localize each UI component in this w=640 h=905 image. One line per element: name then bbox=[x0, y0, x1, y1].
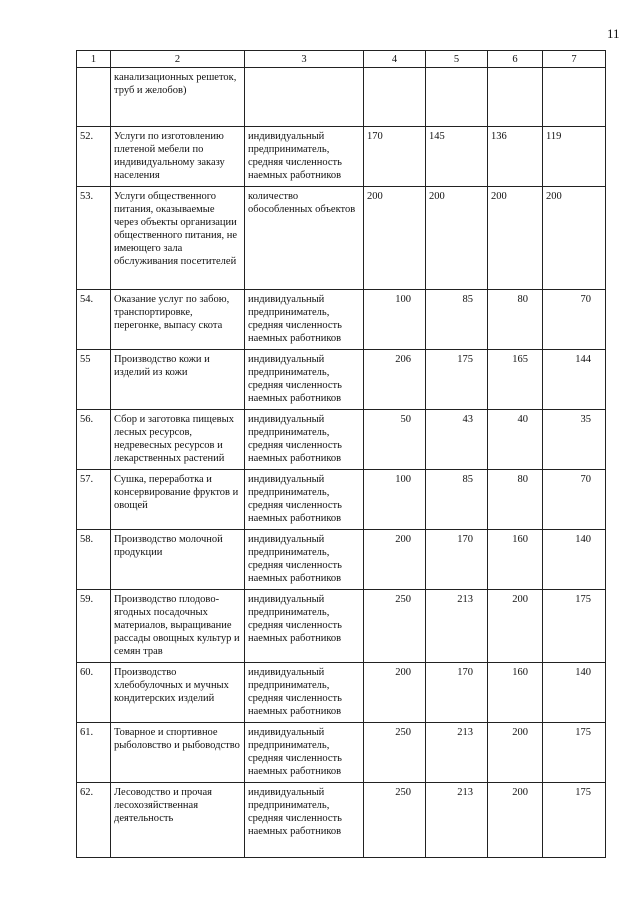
value-col4: 170 bbox=[364, 127, 426, 187]
header-cell: 2 bbox=[111, 51, 245, 68]
value-col6: 160 bbox=[488, 530, 543, 590]
value-col6: 200 bbox=[488, 723, 543, 783]
value-col4: 250 bbox=[364, 590, 426, 663]
value-col5: 213 bbox=[426, 723, 488, 783]
value-col5: 213 bbox=[426, 783, 488, 858]
value-col4: 250 bbox=[364, 723, 426, 783]
header-cell: 6 bbox=[488, 51, 543, 68]
value-col4: 250 bbox=[364, 783, 426, 858]
value-col6: 200 bbox=[488, 783, 543, 858]
value-col6: 80 bbox=[488, 470, 543, 530]
table-row bbox=[77, 470, 606, 530]
service-name: Производство хлебобулочных и мучных кондитерских изделий bbox=[111, 663, 245, 723]
indicator: индивидуальный предприниматель, средняя численность наемных работников bbox=[245, 530, 364, 590]
service-name: Производство плодово-ягодных посадочных материалов, выращивание рассады овощных культур и семян трав bbox=[111, 590, 245, 663]
value-col5: 85 bbox=[426, 290, 488, 350]
header-cell: 7 bbox=[543, 51, 606, 68]
service-name: Оказание услуг по забою, транспортировке, перегонке, выпасу скота bbox=[111, 290, 245, 350]
row-number bbox=[77, 68, 111, 127]
value-col7: 140 bbox=[543, 663, 606, 723]
services-table bbox=[76, 50, 606, 858]
service-name: Услуги общественного питания, оказываемые через объекты организации общественного питания, не имеющего зала обслуживания посетителей bbox=[111, 187, 245, 290]
value-col5: 145 bbox=[426, 127, 488, 187]
value-col6: 80 bbox=[488, 290, 543, 350]
page-number: 11 bbox=[607, 26, 620, 41]
header-cell: 3 bbox=[245, 51, 364, 68]
value-col7: 175 bbox=[543, 723, 606, 783]
header-cell: 5 bbox=[426, 51, 488, 68]
value-col7: 70 bbox=[543, 290, 606, 350]
value-col4: 100 bbox=[364, 470, 426, 530]
row-number: 55 bbox=[77, 350, 111, 410]
value-col5: 170 bbox=[426, 663, 488, 723]
table-row bbox=[77, 590, 606, 663]
table-header-row bbox=[77, 51, 606, 68]
value-col5: 213 bbox=[426, 590, 488, 663]
table-row bbox=[77, 783, 606, 858]
table-row bbox=[77, 410, 606, 470]
row-number: 62. bbox=[77, 783, 111, 858]
indicator: индивидуальный предприниматель, средняя численность наемных работников bbox=[245, 290, 364, 350]
table-row bbox=[77, 723, 606, 783]
service-name: Производство молочной продукции bbox=[111, 530, 245, 590]
service-name: Сбор и заготовка пищевых лесных ресурсов, недревесных ресурсов и лекарственных растений bbox=[111, 410, 245, 470]
service-name: Сушка, переработка и консервирование фруктов и овощей bbox=[111, 470, 245, 530]
row-number: 57. bbox=[77, 470, 111, 530]
value-col6: 200 bbox=[488, 187, 543, 290]
value-col6: 40 bbox=[488, 410, 543, 470]
service-name: Товарное и спортивное рыболовство и рыбоводство bbox=[111, 723, 245, 783]
row-number: 52. bbox=[77, 127, 111, 187]
service-name: Лесоводство и прочая лесохозяйственная деятельность bbox=[111, 783, 245, 858]
value-col6: 160 bbox=[488, 663, 543, 723]
value-col5: 85 bbox=[426, 470, 488, 530]
indicator bbox=[245, 68, 364, 127]
service-name: Услуги по изготовлению плетеной мебели по индивидуальному заказу населения bbox=[111, 127, 245, 187]
value-col5: 170 bbox=[426, 530, 488, 590]
table-row bbox=[77, 350, 606, 410]
value-col7: 200 bbox=[543, 187, 606, 290]
indicator: индивидуальный предприниматель, средняя численность наемных работников bbox=[245, 590, 364, 663]
value-col7: 140 bbox=[543, 530, 606, 590]
value-col7: 70 bbox=[543, 470, 606, 530]
value-col7: 144 bbox=[543, 350, 606, 410]
value-col4: 200 bbox=[364, 663, 426, 723]
header-cell: 4 bbox=[364, 51, 426, 68]
table-row-continuation bbox=[77, 68, 606, 127]
value-col4 bbox=[364, 68, 426, 127]
indicator: количество обособленных объектов bbox=[245, 187, 364, 290]
value-col4: 200 bbox=[364, 187, 426, 290]
value-col7: 175 bbox=[543, 783, 606, 858]
row-number: 60. bbox=[77, 663, 111, 723]
value-col6: 165 bbox=[488, 350, 543, 410]
value-col5 bbox=[426, 68, 488, 127]
value-col7: 119 bbox=[543, 127, 606, 187]
value-col5: 43 bbox=[426, 410, 488, 470]
table-row bbox=[77, 127, 606, 187]
table-row bbox=[77, 530, 606, 590]
value-col6 bbox=[488, 68, 543, 127]
indicator: индивидуальный предприниматель, средняя численность наемных работников bbox=[245, 410, 364, 470]
indicator: индивидуальный предприниматель, средняя численность наемных работников bbox=[245, 470, 364, 530]
row-number: 59. bbox=[77, 590, 111, 663]
value-col5: 175 bbox=[426, 350, 488, 410]
header-cell: 1 bbox=[77, 51, 111, 68]
row-number: 58. bbox=[77, 530, 111, 590]
table-row bbox=[77, 663, 606, 723]
table-row bbox=[77, 290, 606, 350]
indicator: индивидуальный предприниматель, средняя численность наемных работников bbox=[245, 663, 364, 723]
row-number: 53. bbox=[77, 187, 111, 290]
value-col4: 50 bbox=[364, 410, 426, 470]
value-col4: 200 bbox=[364, 530, 426, 590]
table-row bbox=[77, 187, 606, 290]
value-col7: 35 bbox=[543, 410, 606, 470]
indicator: индивидуальный предприниматель, средняя численность наемных работников bbox=[245, 783, 364, 858]
indicator: индивидуальный предприниматель, средняя численность наемных работников bbox=[245, 127, 364, 187]
row-number: 61. bbox=[77, 723, 111, 783]
row-number: 54. bbox=[77, 290, 111, 350]
service-name: Производство кожи и изделий из кожи bbox=[111, 350, 245, 410]
indicator: индивидуальный предприниматель, средняя численность наемных работников bbox=[245, 723, 364, 783]
row-number: 56. bbox=[77, 410, 111, 470]
value-col4: 206 bbox=[364, 350, 426, 410]
indicator: индивидуальный предприниматель, средняя численность наемных работников bbox=[245, 350, 364, 410]
value-col6: 136 bbox=[488, 127, 543, 187]
value-col4: 100 bbox=[364, 290, 426, 350]
value-col7 bbox=[543, 68, 606, 127]
service-name: канализационных решеток, труб и желобов) bbox=[111, 68, 245, 127]
value-col6: 200 bbox=[488, 590, 543, 663]
value-col5: 200 bbox=[426, 187, 488, 290]
value-col7: 175 bbox=[543, 590, 606, 663]
